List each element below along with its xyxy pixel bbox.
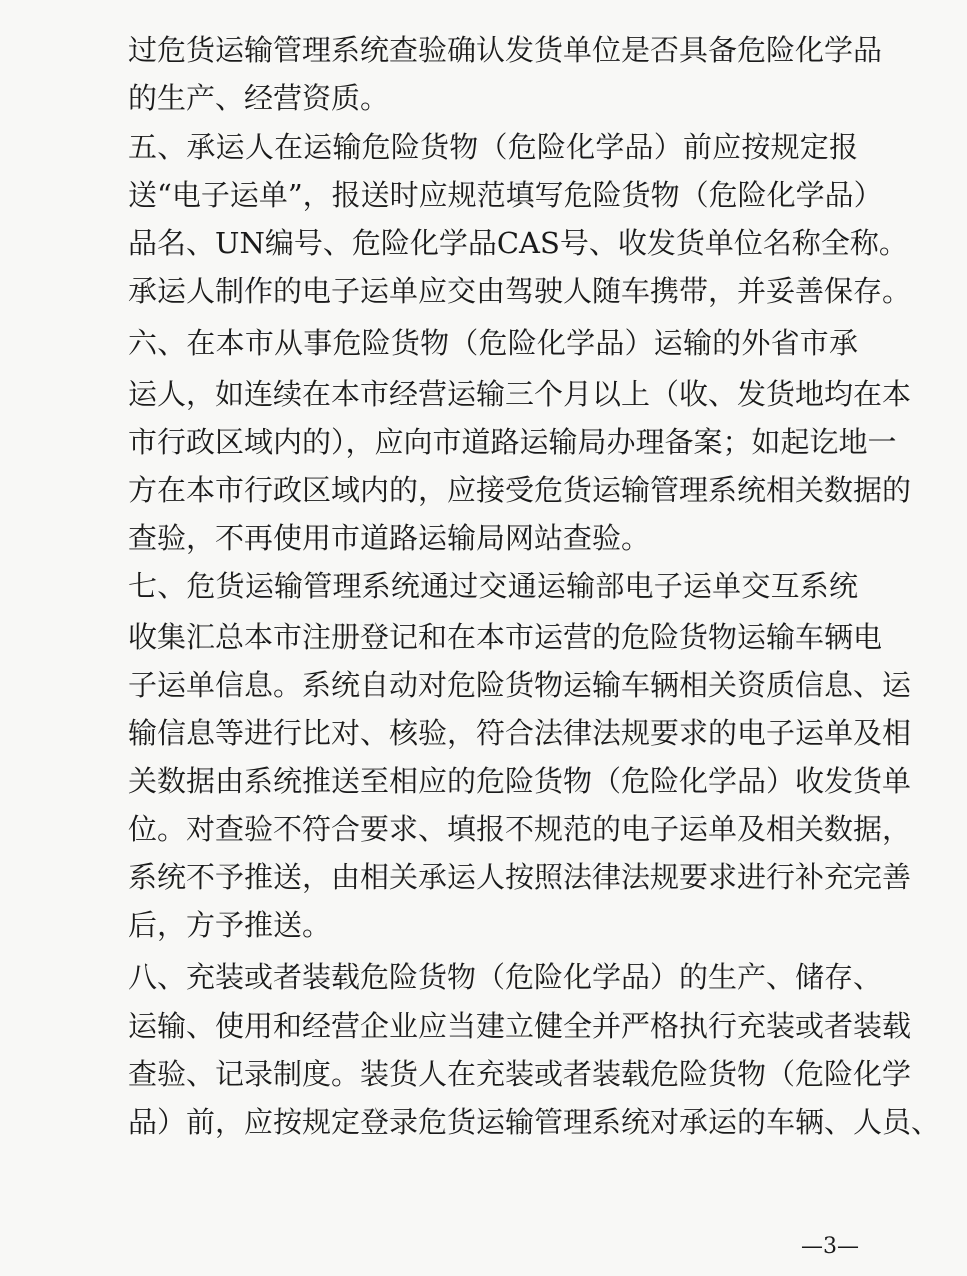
- text-line-9: 市行政区域内的），应向市道路运输局办理备案；如起讫地一: [128, 425, 897, 459]
- text-line-21: 运输、使用和经营企业应当建立健全并严格执行充装或者装载: [128, 1009, 912, 1043]
- text-line-13: 收集汇总本市注册登记和在本市运营的危险货物运输车辆电: [128, 620, 883, 654]
- text-line-4: 送“电子运单”，报送时应规范填写危险货物（危险化学品）: [128, 178, 883, 212]
- text-line-19: 后，方予推送。: [128, 908, 332, 942]
- text-line-12: 七、危货运输管理系统通过交通运输部电子运单交互系统: [128, 569, 858, 603]
- text-line-16: 关数据由系统推送至相应的危险货物（危险化学品）收发货单: [128, 764, 912, 798]
- text-line-17: 位。对查验不符合要求、填报不规范的电子运单及相关数据，: [128, 812, 912, 846]
- text-line-14: 子运单信息。系统自动对危险货物运输车辆相关资质信息、运: [128, 668, 912, 702]
- text-line-6: 承运人制作的电子运单应交由驾驶人随车携带，并妥善保存。: [128, 274, 912, 308]
- text-line-23: 品）前，应按规定登录危货运输管理系统对承运的车辆、人员、: [128, 1105, 941, 1139]
- text-line-3: 五、承运人在运输危险货物（危险化学品）前应按规定报: [128, 130, 858, 164]
- text-line-7: 六、在本市从事危险货物（危险化学品）运输的外省市承: [128, 326, 858, 360]
- text-line-10: 方在本市行政区域内的，应接受危货运输管理系统相关数据的: [128, 473, 912, 507]
- page-number: —3—: [801, 1234, 859, 1259]
- text-line-11: 查验，不再使用市道路运输局网站查验。: [128, 521, 651, 555]
- text-line-2: 的生产、经营资质。: [128, 81, 390, 115]
- text-line-5: 品名、UN编号、危险化学品CAS号、收发货单位名称全称。: [128, 226, 908, 260]
- text-line-18: 系统不予推送，由相关承运人按照法律法规要求进行补充完善: [128, 860, 912, 894]
- text-line-15: 输信息等进行比对、核验，符合法律法规要求的电子运单及相: [128, 716, 912, 750]
- text-line-8: 运人，如连续在本市经营运输三个月以上（收、发货地均在本: [128, 377, 912, 411]
- text-line-20: 八、充装或者装载危险货物（危险化学品）的生产、储存、: [128, 960, 883, 994]
- text-line-1: 过危货运输管理系统查验确认发货单位是否具备危险化学品: [128, 33, 883, 67]
- text-line-22: 查验、记录制度。装货人在充装或者装载危险货物（危险化学: [128, 1057, 912, 1091]
